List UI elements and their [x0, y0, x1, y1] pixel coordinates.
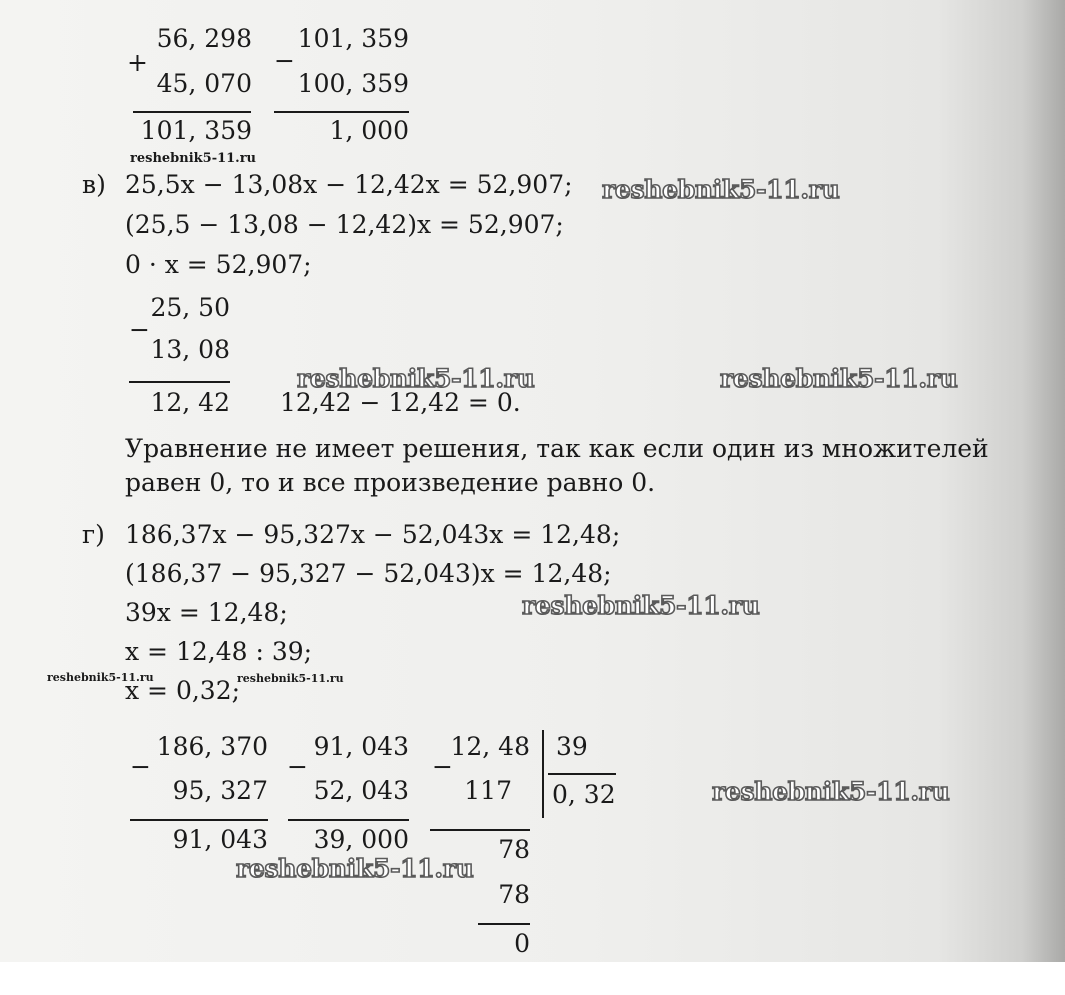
part-label-g: г)	[82, 520, 105, 549]
addend-2: 45, 070	[156, 69, 252, 98]
equation-g-1: 186,37x − 95,327x − 52,043x = 12,48;	[125, 520, 621, 549]
sum-result: 101, 359	[140, 116, 252, 145]
minuend: 91, 043	[313, 732, 409, 761]
division-line	[430, 829, 530, 831]
watermark: reshebnik5-11.ru	[236, 854, 474, 883]
minus-sign: −	[287, 752, 308, 781]
division-step: 78	[498, 880, 530, 909]
minus-sign: −	[274, 46, 295, 75]
difference-result: 91, 043	[172, 825, 268, 854]
quotient: 0, 32	[552, 780, 616, 809]
difference-line	[129, 381, 230, 383]
check-equation: 12,42 − 12,42 = 0.	[280, 388, 521, 417]
conclusion-paragraph	[125, 432, 989, 500]
subtrahend: 52, 043	[313, 776, 409, 805]
equation-g-3: 39x = 12,48;	[125, 598, 288, 627]
part-label-v: в)	[82, 170, 106, 199]
division-step: 117	[464, 776, 512, 805]
subtrahend: 13, 08	[150, 335, 230, 364]
difference-line	[288, 819, 409, 821]
difference-result: 39, 000	[313, 825, 409, 854]
dividend: 12, 48	[450, 732, 530, 761]
watermark: reshebnik5-11.ru	[130, 151, 257, 166]
equation-g-2: (186,37 − 95,327 − 52,043)x = 12,48;	[125, 559, 612, 588]
watermark: reshebnik5-11.ru	[522, 591, 760, 620]
watermark: reshebnik5-11.ru	[47, 671, 154, 684]
equation-v-2: (25,5 − 13,08 − 12,42)x = 52,907;	[125, 210, 564, 239]
quotient-line	[548, 773, 616, 775]
difference-result: 12, 42	[150, 388, 230, 417]
divisor: 39	[556, 732, 588, 761]
minus-sign: −	[130, 752, 151, 781]
equation-g-5: x = 0,32;	[125, 676, 241, 705]
addend-1: 56, 298	[156, 24, 252, 53]
watermark: reshebnik5-11.ru	[720, 364, 958, 393]
division-bracket	[542, 730, 544, 818]
sum-line	[133, 111, 251, 113]
minuend: 101, 359	[297, 24, 409, 53]
difference-result: 1, 000	[329, 116, 409, 145]
difference-line	[274, 111, 409, 113]
subtrahend: 95, 327	[172, 776, 268, 805]
watermark: reshebnik5-11.ru	[237, 672, 344, 685]
subtrahend: 100, 359	[297, 69, 409, 98]
equation-v-1: 25,5x − 13,08x − 12,42x = 52,907;	[125, 170, 573, 199]
watermark: reshebnik5-11.ru	[712, 777, 950, 806]
equation-v-3: 0 · x = 52,907;	[125, 250, 312, 279]
plus-sign: +	[127, 48, 148, 77]
minuend: 25, 50	[150, 293, 230, 322]
difference-line	[130, 819, 268, 821]
division-line	[478, 923, 530, 925]
conclusion-line: равен 0, то и все произведение равно 0.	[125, 468, 656, 497]
minus-sign: −	[432, 752, 453, 781]
minuend: 186, 370	[156, 732, 268, 761]
watermark: reshebnik5-11.ru	[297, 364, 535, 393]
division-remainder: 0	[514, 929, 530, 958]
division-remainder: 78	[498, 835, 530, 864]
equation-g-4: x = 12,48 : 39;	[125, 637, 313, 666]
conclusion-line: Уравнение не имеет решения, так как если один из множителей	[125, 434, 989, 463]
minus-sign: −	[129, 315, 150, 344]
watermark: reshebnik5-11.ru	[602, 175, 840, 204]
